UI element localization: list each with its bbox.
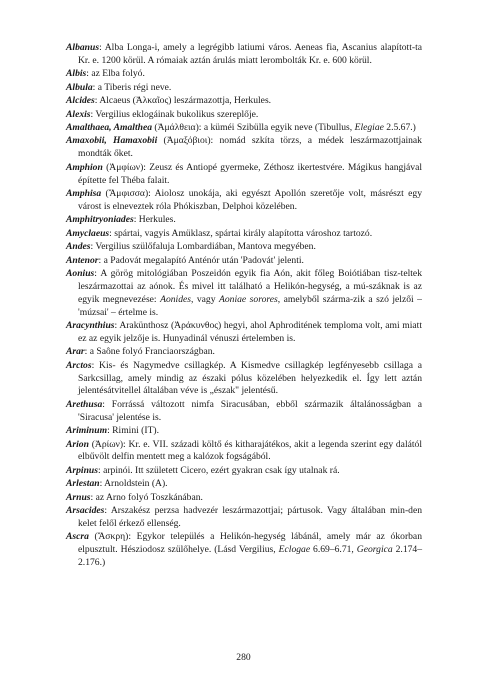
glossary-entry: [66, 228, 422, 241]
entry-text: : az Arno folyó Toszkánában.: [90, 491, 203, 503]
entry-text: (Ἀμφίων): Zeusz és Antiopé gyermeke, Zéthosz ikertestvére. Mágikus hangjával építette fel Théba falait.: [78, 161, 422, 186]
entry-text: 6.69–6.71,: [310, 544, 357, 556]
glossary-entry: [66, 531, 422, 570]
glossary-entry: [66, 109, 422, 122]
glossary-entry: [66, 320, 422, 346]
glossary-entry: [66, 346, 422, 359]
glossary-entry: [66, 241, 422, 254]
glossary-entry: [66, 135, 422, 161]
entry-headword: Arctos: [66, 359, 92, 371]
glossary-entry: [66, 188, 422, 214]
entry-headword: Arnus: [66, 491, 91, 503]
entry-headword: Arlestan: [66, 478, 100, 490]
entry-text: : spártai, vagyis Amüklasz, spártai király alapította városhoz tartozó.: [109, 227, 373, 239]
entry-text: : Vergilius szülőfaluja Lombardiában, Mantova megyében.: [90, 241, 316, 253]
glossary-entry: [66, 399, 422, 425]
glossary-entry: [66, 360, 422, 399]
entry-text: : Vergilius eklogáinak bukolikus szereplője.: [90, 108, 259, 120]
glossary-entries: [66, 42, 422, 571]
entry-text: : Arnoldstein (A).: [99, 478, 168, 490]
entry-text: : Arakünthosz (Ἀράκυνθος) hegyi, ahol Aphroditének temploma volt, ami miatt ez az egyik jelzője is. Hunyadinál vénuszi értelemben is.: [78, 320, 422, 344]
entry-text: (Ἀμαξόβιοι): nomád szkíta törzs, a médek leszármazottjainak mondták őket.: [78, 135, 422, 160]
glossary-entry: [66, 214, 422, 227]
entry-citation-title: Georgica: [356, 544, 393, 556]
entry-headword: Arethusa: [66, 398, 103, 410]
entry-headword: Arsacides: [66, 505, 105, 517]
entry-headword: Amphitryoniades: [66, 214, 134, 226]
glossary-entry: [66, 82, 422, 95]
entry-citation-title: Eclogae: [278, 544, 311, 556]
entry-headword: Amaxobii, Hamaxobii: [66, 135, 158, 147]
entry-text: : A görög mitológiában Poszeidón egyik fia Aón, akit főleg Boiótiában tisz-teltek leszármazottai az aónok. És mivel itt található a Helikón-hegység, a mú-száknak is az egyik megnevezése:: [78, 268, 422, 305]
entry-headword: Albula: [66, 81, 93, 93]
glossary-entry: [66, 505, 422, 531]
entry-text: (Ἄμφισσα): Aiolosz unokája, aki egyészt Apollón szeretője volt, másrészt egy várost is elneveztek róla Phókiszban, Delphoi közelében.: [78, 188, 422, 212]
entry-headword: Antenor: [66, 254, 99, 266]
entry-text: (Ἀρίων): Kr. e. VII. századi költő és kitharajátékos, akit a legenda szerint egy dalától elbűvölt delfin mentett meg a kalózok fogságából.: [78, 438, 422, 463]
entry-citation-title: Aonides: [160, 293, 191, 305]
entry-text: , vagy: [191, 293, 220, 305]
entry-headword: Arpinus: [66, 464, 98, 476]
entry-text: : Rimini (IT).: [107, 425, 160, 437]
glossary-entry: [66, 439, 422, 465]
page-number: 280: [236, 652, 251, 663]
glossary-entry: [66, 425, 422, 438]
glossary-entry: [66, 42, 422, 68]
entry-headword: Ariminum: [66, 425, 108, 437]
entry-text: (Ἄσκρη): Egykor település a Helikón-hegység lábánál, amely már az ókorban elpusztult. Hésziodosz szülőhelye. (Lásd Vergilius,: [78, 531, 422, 556]
glossary-entry: [66, 68, 422, 81]
entry-text: 2.174–2.176.): [78, 544, 423, 569]
entry-text: 2.5.67.): [383, 122, 416, 134]
glossary-entry: [66, 162, 422, 188]
glossary-entry: [66, 465, 422, 478]
entry-text: : a Padovát megalapító Anténór után 'Padovát' jelenti.: [98, 254, 304, 266]
entry-headword: Amphisa: [66, 188, 102, 200]
entry-headword: Albis: [66, 68, 87, 80]
entry-text: (Ἀμάλθεια): a küméi Szibülla egyik neve (Tibullus,: [152, 122, 355, 134]
entry-headword: Ascra: [66, 531, 89, 543]
entry-text: : Arszakész perzsa hadvezér leszármazottjai; pártusok. Vagy általában min-den kelet felől érkező ellenség.: [78, 505, 422, 530]
entry-headword: Amphion: [66, 161, 103, 173]
entry-headword: Andes: [66, 241, 91, 253]
entry-headword: Aracynthius: [66, 320, 115, 332]
entry-headword: Arion: [66, 438, 89, 450]
entry-text: : arpinói. Itt született Cicero, ezért gyakran csak így utalnak rá.: [98, 464, 340, 476]
entry-text: : Alba Longa-i, amely a legrégibb latiumi város. Aeneas fia, Ascanius alapított-ta Kr. e. 1200 körül. A rómaiak aztán árulás miatt lerombolták Kr. e. 600 körül.: [78, 42, 422, 66]
entry-text: : a Tiberis régi neve.: [92, 81, 172, 93]
entry-headword: Aonius: [66, 268, 95, 280]
glossary-entry: [66, 95, 422, 108]
glossary-entry: [66, 255, 422, 268]
entry-headword: Amyclaeus: [66, 227, 110, 239]
entry-citation-title: Elegiae: [354, 122, 384, 134]
entry-headword: Alcides: [66, 95, 95, 107]
entry-headword: Amalthaea, Amalthea: [66, 122, 152, 134]
entry-headword: Alexis: [66, 108, 91, 120]
entry-text: : az Elba folyó.: [86, 68, 145, 80]
entry-text: : Kis- és Nagymedve csillagkép. A Kismedve csillagkép legfényesebb csillaga a Sarkcsillag, amely mindig az északi pólus közelében helyezkedik el. Így lett aztán jelentésátvitellel általában véve is „észak" jelentésű.: [78, 359, 422, 397]
glossary-entry: [66, 122, 422, 135]
entry-text: : Forrássá változott nimfa Siracusában, ebből származik általánosságban a 'Siracusa' jelentése is.: [78, 398, 422, 423]
entry-text: : Herkules.: [133, 214, 176, 226]
entry-text: , amelyből szárma-zik a szó jelzői – 'múzsai' – értelme is.: [78, 293, 422, 318]
entry-citation-title: Aoniae sorores: [219, 293, 278, 305]
glossary-entry: [66, 268, 422, 319]
glossary-entry: [66, 478, 422, 491]
glossary-entry: [66, 492, 422, 505]
entry-headword: Arar: [66, 346, 85, 358]
entry-text: : a Saône folyó Franciaországban.: [84, 346, 215, 358]
entry-headword: Albanus: [66, 42, 100, 53]
entry-text: : Alcaeus (Ἀλκαῖος) leszármazottja, Herkules.: [94, 95, 272, 107]
